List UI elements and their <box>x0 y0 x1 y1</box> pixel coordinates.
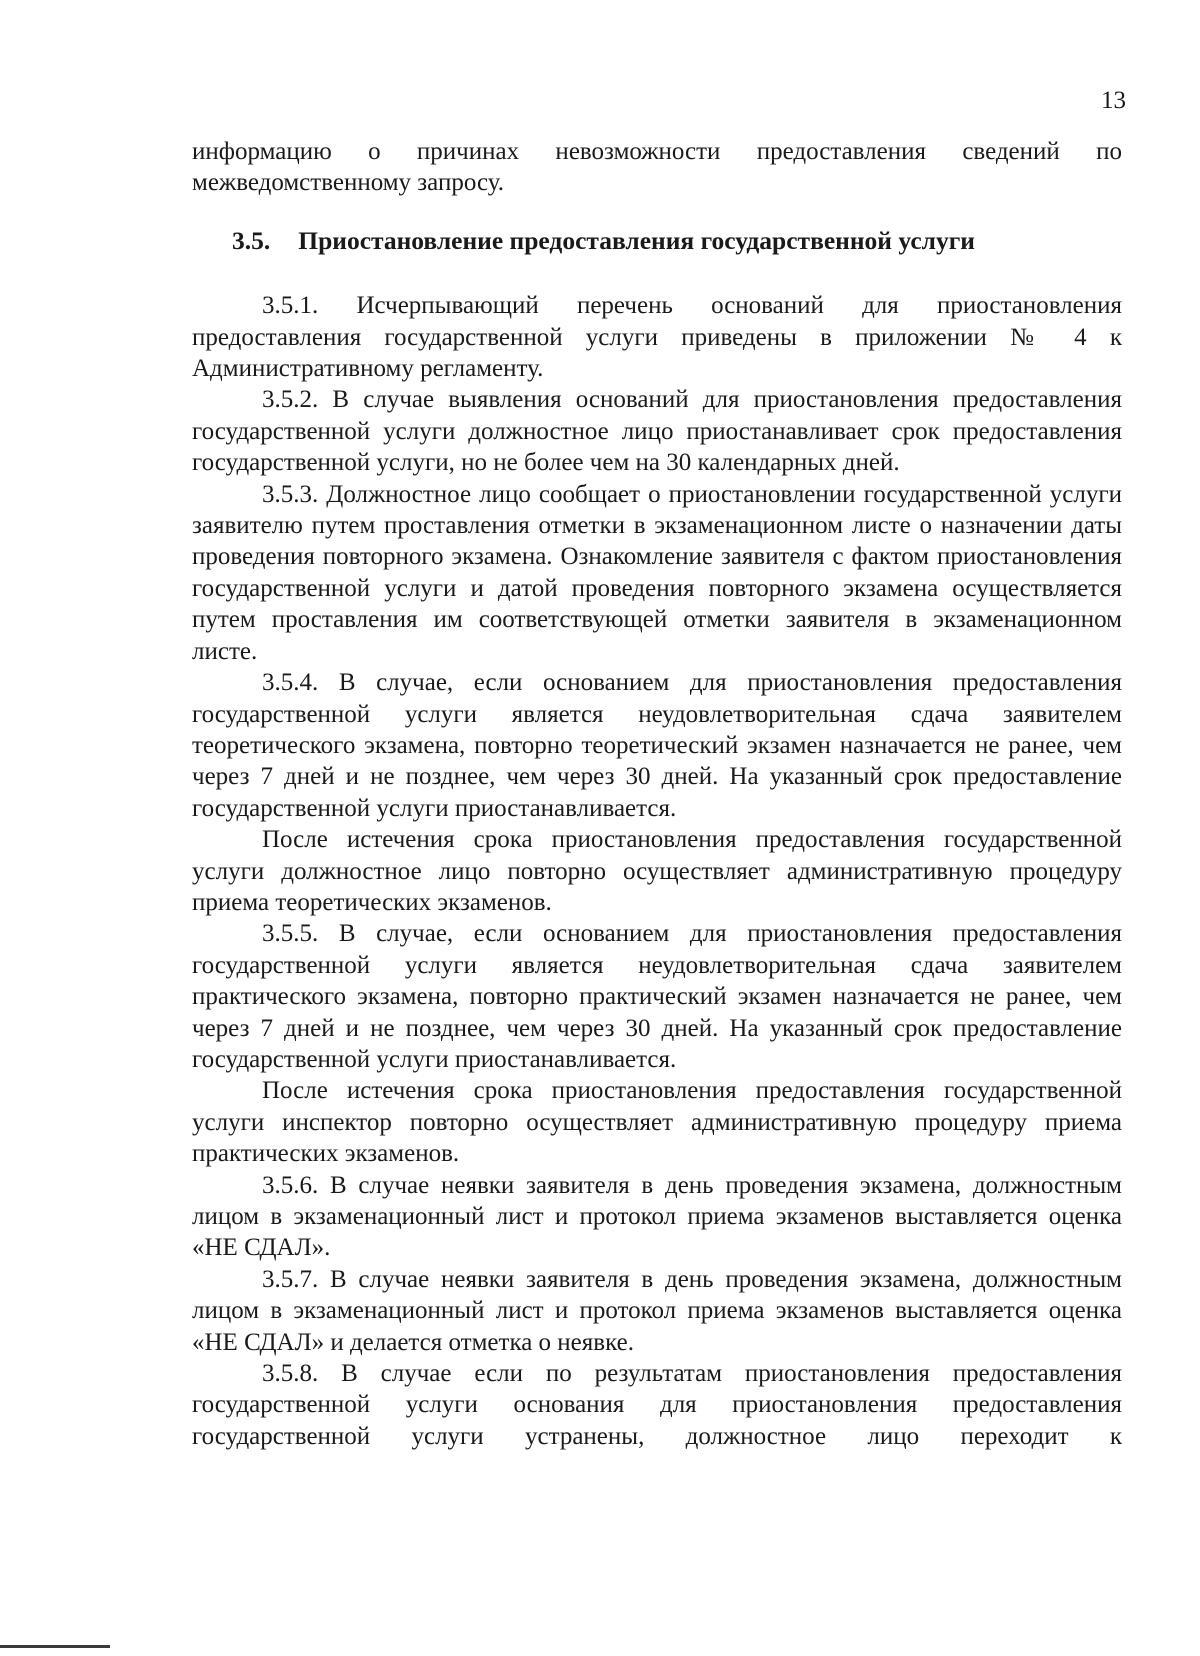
paragraph-3-5-4-after: После истечения срока приостановления предоставления государственной услуги должностное лицо повторно осуществляет административную процедуру приема теоретических экзаменов. <box>192 826 1122 916</box>
page-number: 13 <box>1101 87 1126 114</box>
paragraph-3-5-7: 3.5.7. В случае неявки заявителя в день проведения экзамена, должностным лицом в экзаменационный лист и протокол приема экзаменов выставляется оценка «НЕ СДАЛ» и делается отметка о неявке. <box>192 1265 1122 1356</box>
paragraph-3-5-5: 3.5.5. В случае, если основанием для приостановления предоставления государственной услуги является неудовлетворительная сдача заявителем практического экзамена, повторно практический экзамен назначается не ранее, чем через 7 дней и не позднее, чем через 30 дней. На указанный срок предоставление государственной услуги приостанавливается. <box>192 920 1122 1073</box>
paragraph-3-5-6: 3.5.6. В случае неявки заявителя в день проведения экзамена, должностным лицом в экзаменационный лист и протокол приема экзаменов выставляется оценка «НЕ СДАЛ». <box>192 1171 1122 1262</box>
paragraph-3-5-8: 3.5.8. В случае если по результатам приостановления предоставления государственной услуги основания для приостановления предоставления государственной услуги устранены, должностное лицо переходит к <box>192 1360 1122 1450</box>
section-heading <box>192 225 1122 256</box>
section-title: Приостановление предоставления государственной услуги <box>298 225 975 255</box>
paragraph-3-5-2: 3.5.2. В случае выявления оснований для приостановления предоставления государственной услуги должностное лицо приостанавливает срок предоставления государственной услуги, но не более чем на 30 календарных дней. <box>192 386 1122 477</box>
continuation-paragraph: информацию о причинах невозможности предоставления сведений по межведомственному запросу. <box>192 138 1122 197</box>
document-body <box>192 136 1122 1452</box>
paragraph-3-5-4: 3.5.4. В случае, если основанием для приостановления предоставления государственной услуги является неудовлетворительная сдача заявителем теоретического экзамена, повторно теоретический экзамен назначается не ранее, чем через 7 дней и не позднее, чем через 30 дней. На указанный срок предоставление государственной услуги приостанавливается. <box>192 669 1122 822</box>
scan-edge-mark <box>0 1645 110 1648</box>
paragraph-3-5-3: 3.5.3. Должностное лицо сообщает о приостановлении государственной услуги заявителю путем проставления отметки в экзаменационном листе о назначении даты проведения повторного экзамена. Ознакомление заявителя с фактом приостановления государственной услуги и датой проведения повторного экзамена осуществляется путем проставления им соответствующей отметки заявителя в экзаменационном листе. <box>192 480 1122 665</box>
paragraph-3-5-5-after: После истечения срока приостановления предоставления государственной услуги инспектор повторно осуществляет административную процедуру приема практических экзаменов. <box>192 1077 1122 1168</box>
section-number: 3.5. <box>232 225 271 255</box>
paragraph-3-5-1: 3.5.1. Исчерпывающий перечень оснований для приостановления предоставления государственной услуги приведены в приложении № 4 к Административному регламенту. <box>192 292 1122 383</box>
